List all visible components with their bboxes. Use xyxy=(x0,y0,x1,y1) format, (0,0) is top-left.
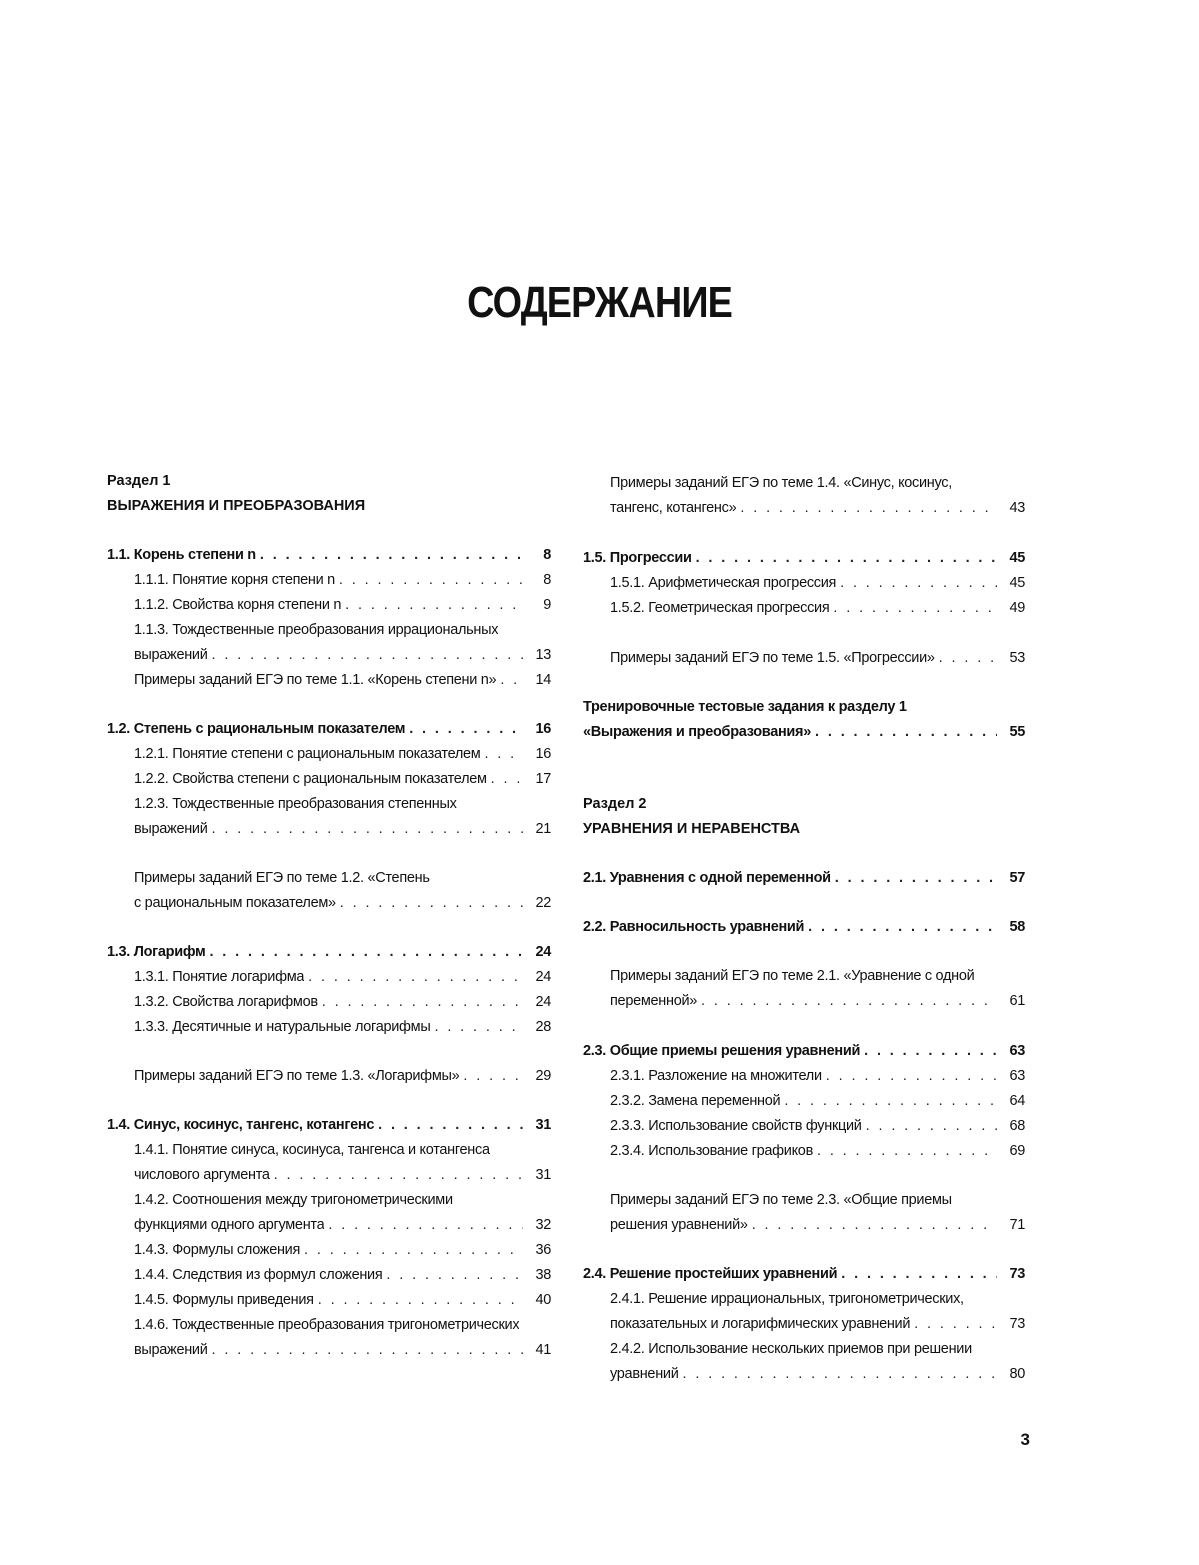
toc-entry[interactable] xyxy=(134,1239,551,1261)
toc-entry[interactable] xyxy=(610,1090,1025,1112)
toc-entry-text: 2.2. Равносильность уравнений xyxy=(583,919,805,935)
toc-entry-page: 57 xyxy=(1009,870,1025,886)
toc-entry-page: 69 xyxy=(1009,1143,1025,1159)
toc-entry-text: 1.2.3. Тождественные преобразования степенных xyxy=(134,796,457,812)
section-label: Раздел 1 xyxy=(107,473,171,489)
toc-entry-page: 8 xyxy=(543,572,551,588)
toc-entry[interactable] xyxy=(134,644,551,666)
section-title: УРАВНЕНИЯ И НЕРАВЕНСТВА xyxy=(583,821,801,837)
toc-entry[interactable] xyxy=(610,990,1025,1012)
toc-entry[interactable] xyxy=(134,743,551,765)
dot-leader xyxy=(212,818,523,840)
toc-entry-page: 8 xyxy=(543,547,551,563)
toc-entry[interactable] xyxy=(134,669,551,691)
toc-entry-page: 68 xyxy=(1009,1118,1025,1134)
toc-entry-text: 1.3. Логарифм xyxy=(107,944,206,960)
dot-leader xyxy=(212,644,523,666)
toc-entry[interactable] xyxy=(610,1313,1025,1335)
dot-leader xyxy=(740,497,997,519)
toc-entry-page: 73 xyxy=(1009,1316,1025,1332)
toc-entry-text: 1.1.1. Понятие корня степени n xyxy=(134,572,335,588)
toc-entry-text: 1.1.2. Свойства корня степени n xyxy=(134,597,342,613)
toc-entry-page: 32 xyxy=(535,1217,551,1233)
toc-entry-text: 2.3.4. Использование графиков xyxy=(610,1143,813,1159)
toc-entry-page: 31 xyxy=(535,1117,551,1133)
toc-entry-page: 64 xyxy=(1009,1093,1025,1109)
dot-leader xyxy=(939,647,997,669)
toc-entry[interactable] xyxy=(610,1115,1025,1137)
toc-entry-page: 45 xyxy=(1009,550,1025,566)
toc-entry-page: 29 xyxy=(535,1068,551,1084)
dot-leader xyxy=(304,1239,523,1261)
toc-entry-page: 73 xyxy=(1009,1266,1025,1282)
toc-entry[interactable] xyxy=(134,594,551,616)
toc-entry-page: 63 xyxy=(1009,1043,1025,1059)
toc-entry[interactable] xyxy=(134,1016,551,1038)
toc-entry-line1 xyxy=(134,867,551,889)
toc-entry-page: 63 xyxy=(1009,1068,1025,1084)
toc-entry-text: тангенс, котангенс» xyxy=(610,500,737,516)
toc-entry-text: 1.4. Синус, косинус, тангенс, котангенс xyxy=(107,1117,375,1133)
toc-entry[interactable] xyxy=(610,572,1025,594)
dot-leader xyxy=(817,1140,997,1162)
toc-entry-text: 2.1. Уравнения с одной переменной xyxy=(583,870,831,886)
toc-entry-text: 2.3.2. Замена переменной xyxy=(610,1093,781,1109)
section-label: Раздел 2 xyxy=(583,796,647,812)
toc-entry-page: 24 xyxy=(535,944,551,960)
toc-entry-text: «Выражения и преобразования» xyxy=(583,724,811,740)
toc-entry[interactable] xyxy=(134,569,551,591)
dot-leader xyxy=(484,743,523,765)
dot-leader xyxy=(322,991,523,1013)
dot-leader xyxy=(274,1164,523,1186)
toc-entry-line1 xyxy=(134,1189,551,1211)
toc-entry-page: 21 xyxy=(535,821,551,837)
toc-entry-text: Тренировочные тестовые задания к разделу 1 xyxy=(583,699,907,715)
toc-entry[interactable] xyxy=(107,718,551,740)
dot-leader xyxy=(752,1214,997,1236)
dot-leader xyxy=(318,1289,523,1311)
toc-entry-page: 41 xyxy=(535,1342,551,1358)
toc-entry-line1 xyxy=(134,1314,551,1336)
toc-entry-line1 xyxy=(134,793,551,815)
toc-entry-text: Примеры заданий ЕГЭ по теме 2.1. «Уравнение с одной xyxy=(610,968,975,984)
toc-entry-text: числового аргумента xyxy=(134,1167,270,1183)
toc-entry-text: 1.2.2. Свойства степени с рациональным показателем xyxy=(134,771,487,787)
toc-entry-text: 1.5.2. Геометрическая прогрессия xyxy=(610,600,830,616)
toc-entry-text: 1.4.2. Соотношения между тригонометрическими xyxy=(134,1192,453,1208)
toc-entry-text: 1.3.1. Понятие логарифма xyxy=(134,969,305,985)
dot-leader xyxy=(212,1339,523,1361)
toc-entry-text: уравнений xyxy=(610,1366,679,1382)
page-number: 3 xyxy=(1020,1430,1030,1449)
toc-entry-line1 xyxy=(134,1139,551,1161)
toc-entry-page: 55 xyxy=(1009,724,1025,740)
toc-entry-line1 xyxy=(610,1189,1025,1211)
toc-entry-page: 16 xyxy=(535,746,551,762)
toc-entry-text: Примеры заданий ЕГЭ по теме 2.3. «Общие приемы xyxy=(610,1192,952,1208)
toc-entry-text: Примеры заданий ЕГЭ по теме 1.3. «Логарифмы» xyxy=(134,1068,460,1084)
toc-entry-text: 1.3.3. Десятичные и натуральные логарифмы xyxy=(134,1019,431,1035)
toc-entry-text: Примеры заданий ЕГЭ по теме 1.4. «Синус, косинус, xyxy=(610,475,952,491)
toc-entry[interactable] xyxy=(583,1040,1025,1062)
toc-entry-text: 2.3.1. Разложение на множители xyxy=(610,1068,822,1084)
toc-entry-text: выражений xyxy=(134,1342,208,1358)
toc-entry[interactable] xyxy=(583,916,1025,938)
toc-entry-text: выражений xyxy=(134,647,208,663)
toc-entry-line1 xyxy=(610,965,1025,987)
toc-entry-text: 2.4.2. Использование нескольких приемов при решении xyxy=(610,1341,972,1357)
toc-entry[interactable] xyxy=(583,867,1025,889)
dot-leader xyxy=(308,966,523,988)
toc-entry[interactable] xyxy=(134,1264,551,1286)
toc-entry-page: 9 xyxy=(543,597,551,613)
dot-leader xyxy=(434,1016,523,1038)
dot-leader xyxy=(808,916,997,938)
toc-entry-text: с рациональным показателем» xyxy=(134,895,336,911)
dot-leader xyxy=(696,547,997,569)
toc-entry-page: 38 xyxy=(535,1267,551,1283)
toc-entry[interactable] xyxy=(583,1263,1025,1285)
toc-entry-text: переменной» xyxy=(610,993,698,1009)
toc-entry[interactable] xyxy=(107,1114,551,1136)
dot-leader xyxy=(345,594,523,616)
toc-entry-text: показательных и логарифмических уравнений xyxy=(610,1316,911,1332)
toc-entry-page: 36 xyxy=(535,1242,551,1258)
toc-entry[interactable] xyxy=(134,1289,551,1311)
toc-entry-line1 xyxy=(583,696,1025,718)
toc-entry[interactable] xyxy=(134,1214,551,1236)
toc-entry-text: функциями одного аргумента xyxy=(134,1217,325,1233)
dot-leader xyxy=(209,941,523,963)
toc-entry-text: 2.3.3. Использование свойств функций xyxy=(610,1118,862,1134)
toc-entry[interactable] xyxy=(134,892,551,914)
dot-leader xyxy=(378,1114,523,1136)
toc-entry[interactable] xyxy=(610,1140,1025,1162)
toc-entry-page: 71 xyxy=(1009,1217,1025,1233)
dot-leader xyxy=(683,1363,998,1385)
toc-entry-page: 17 xyxy=(535,771,551,787)
toc-entry-line1 xyxy=(610,1288,1025,1310)
toc-entry-text: 2.3. Общие приемы решения уравнений xyxy=(583,1043,861,1059)
toc-entry-page: 14 xyxy=(535,672,551,688)
dot-leader xyxy=(815,721,997,743)
toc-entry-page: 40 xyxy=(535,1292,551,1308)
toc-entry-text: 1.4.5. Формулы приведения xyxy=(134,1292,314,1308)
dot-leader xyxy=(835,867,997,889)
toc-entry-text: решения уравнений» xyxy=(610,1217,748,1233)
toc-entry[interactable] xyxy=(134,818,551,840)
toc-entry-page: 28 xyxy=(535,1019,551,1035)
dot-leader xyxy=(826,1065,997,1087)
toc-entry[interactable] xyxy=(610,1214,1025,1236)
toc-entry-text: Примеры заданий ЕГЭ по теме 1.5. «Прогрессии» xyxy=(610,650,935,666)
toc-entry-page: 61 xyxy=(1009,993,1025,1009)
toc-entry-page: 45 xyxy=(1009,575,1025,591)
dot-leader xyxy=(833,597,997,619)
toc-entry-text: 1.4.3. Формулы сложения xyxy=(134,1242,301,1258)
toc-entry-page: 16 xyxy=(535,721,551,737)
toc-entry[interactable] xyxy=(583,547,1025,569)
toc-entry-text: 1.4.6. Тождественные преобразования тригонометрических xyxy=(134,1317,520,1333)
toc-entry-text: 2.4.1. Решение иррациональных, тригонометрических, xyxy=(610,1291,964,1307)
toc-entry-page: 43 xyxy=(1009,500,1025,516)
toc-entry-text: 1.3.2. Свойства логарифмов xyxy=(134,994,318,1010)
toc-entry-text: Примеры заданий ЕГЭ по теме 1.2. «Степень xyxy=(134,870,430,886)
toc-entry-page: 80 xyxy=(1009,1366,1025,1382)
dot-leader xyxy=(841,1263,997,1285)
toc-entry[interactable] xyxy=(610,597,1025,619)
toc-entry-page: 49 xyxy=(1009,600,1025,616)
toc-entry[interactable] xyxy=(134,1339,551,1361)
toc-entry-page: 24 xyxy=(535,969,551,985)
toc-entry[interactable] xyxy=(134,1164,551,1186)
toc-entry[interactable] xyxy=(610,647,1025,669)
dot-leader xyxy=(784,1090,997,1112)
toc-entry-page: 58 xyxy=(1009,919,1025,935)
toc-entry-page: 31 xyxy=(535,1167,551,1183)
toc-entry-page: 24 xyxy=(535,994,551,1010)
dot-leader xyxy=(491,768,523,790)
toc-entry-text: 2.4. Решение простейших уравнений xyxy=(583,1266,838,1282)
dot-leader xyxy=(840,572,997,594)
dot-leader xyxy=(866,1115,997,1137)
toc-entry-text: 1.2. Степень с рациональным показателем xyxy=(107,721,406,737)
toc-entry-line1 xyxy=(610,1338,1025,1360)
dot-leader xyxy=(339,569,523,591)
toc-entry-text: 1.5.1. Арифметическая прогрессия xyxy=(610,575,837,591)
dot-leader xyxy=(914,1313,997,1335)
section-title: ВЫРАЖЕНИЯ И ПРЕОБРАЗОВАНИЯ xyxy=(107,498,366,514)
toc-entry[interactable] xyxy=(583,721,1025,743)
toc-entry[interactable] xyxy=(134,1065,551,1087)
toc-entry-text: 1.2.1. Понятие степени с рациональным показателем xyxy=(134,746,481,762)
dot-leader xyxy=(500,669,523,691)
toc-entry[interactable] xyxy=(134,966,551,988)
toc-entry-text: 1.1. Корень степени n xyxy=(107,547,256,563)
toc-entry-text: выражений xyxy=(134,821,208,837)
dot-leader xyxy=(463,1065,523,1087)
dot-leader xyxy=(328,1214,523,1236)
page-title: СОДЕРЖАНИЕ xyxy=(467,278,733,327)
toc-entry-page: 13 xyxy=(535,647,551,663)
toc-entry-text: 1.4.1. Понятие синуса, косинуса, тангенса и котангенса xyxy=(134,1142,490,1158)
toc-entry[interactable] xyxy=(134,991,551,1013)
toc-entry-text: 1.1.3. Тождественные преобразования иррациональных xyxy=(134,622,499,638)
toc-entry-text: 1.4.4. Следствия из формул сложения xyxy=(134,1267,383,1283)
toc-entry[interactable] xyxy=(610,497,1025,519)
toc-entry[interactable] xyxy=(134,768,551,790)
toc-entry-line1 xyxy=(610,472,1025,494)
toc-entry-text: 1.5. Прогрессии xyxy=(583,550,692,566)
dot-leader xyxy=(260,544,523,566)
toc-entry-page: 53 xyxy=(1009,650,1025,666)
dot-leader xyxy=(386,1264,523,1286)
dot-leader xyxy=(701,990,997,1012)
dot-leader xyxy=(864,1040,997,1062)
toc-entry-page: 22 xyxy=(535,895,551,911)
toc-entry-line1 xyxy=(134,619,551,641)
toc-entry[interactable] xyxy=(610,1363,1025,1385)
dot-leader xyxy=(340,892,523,914)
toc-entry-text: Примеры заданий ЕГЭ по теме 1.1. «Корень степени n» xyxy=(134,672,497,688)
toc-entry[interactable] xyxy=(107,544,551,566)
dot-leader xyxy=(409,718,523,740)
toc-entry[interactable] xyxy=(107,941,551,963)
toc-entry[interactable] xyxy=(610,1065,1025,1087)
